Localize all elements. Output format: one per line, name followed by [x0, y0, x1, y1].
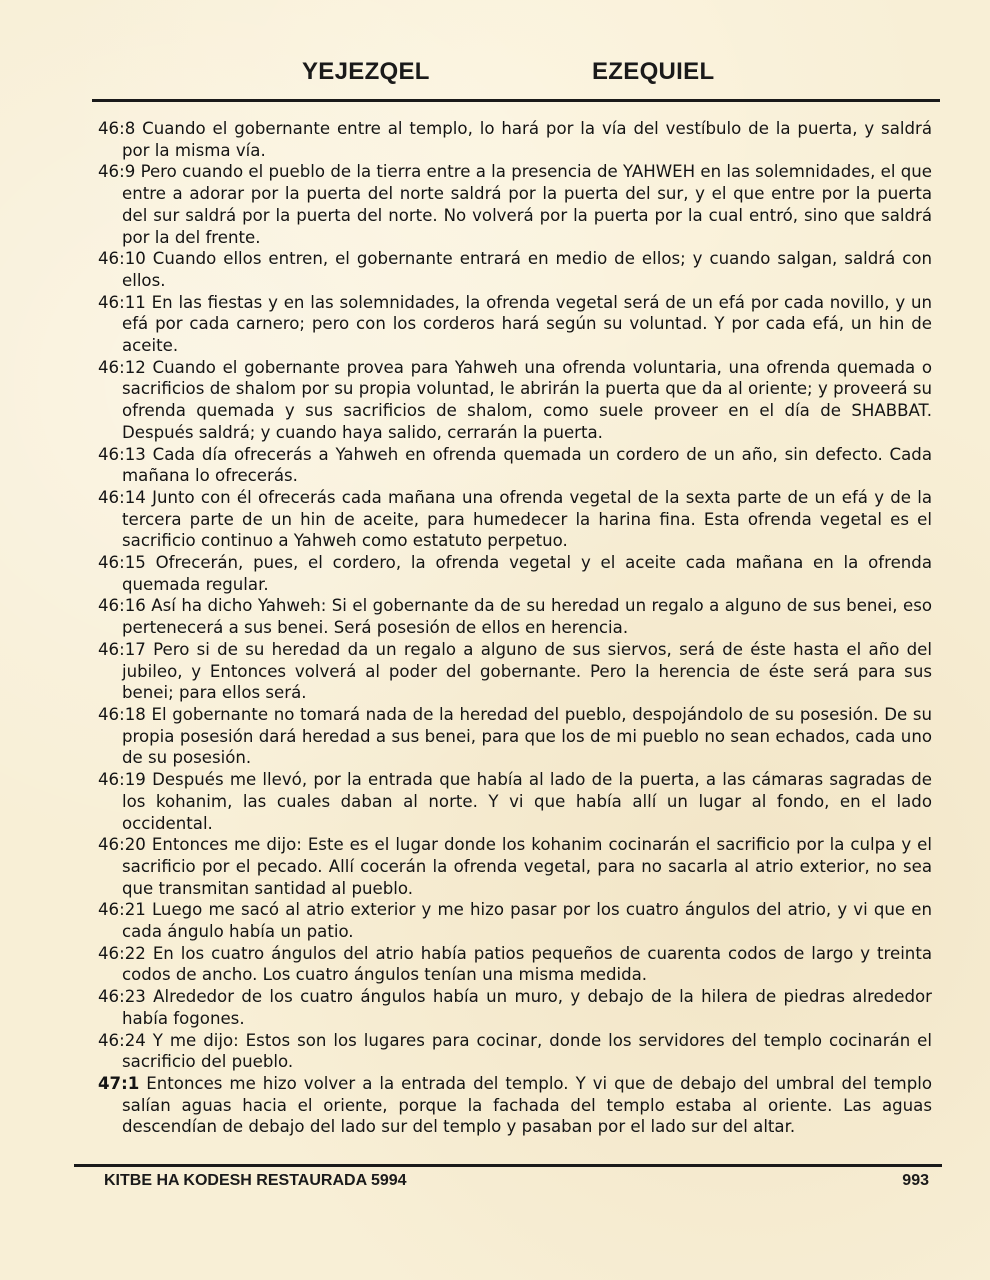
- page-footer: [0, 1172, 990, 1194]
- verse-text: Así ha dicho Yahweh: Si el gobernante da de su heredad un regalo a alguno de sus benei, eso pertenecerá a sus benei. Será posesión de ellos en herencia.: [122, 596, 932, 638]
- verse: [98, 704, 932, 769]
- verse-ref: 46:8: [98, 119, 136, 138]
- verse-text: Entonces me dijo: Este es el lugar donde los kohanim cocinarán el sacrificio por la culpa y el sacrificio por el pecado. Allí cocerán la ofrenda vegetal, para no sacarla al atrio exterior, no sea que transmitan santidad al pueblo.: [122, 835, 932, 898]
- verse-ref: 47:1: [98, 1073, 140, 1093]
- verse: [98, 1073, 932, 1138]
- verse-list: [98, 118, 932, 1138]
- verse: [98, 248, 932, 291]
- footer-rule: [74, 1164, 942, 1167]
- verse: [98, 1030, 932, 1073]
- verse-text: Cada día ofrecerás a Yahweh en ofrenda quemada un cordero de un año, sin defecto. Cada mañana lo ofrecerás.: [122, 444, 932, 486]
- verse: [98, 769, 932, 834]
- verse-text: Alrededor de los cuatro ángulos había un muro, y debajo de la hilera de piedras alrededor había fogones.: [122, 987, 932, 1028]
- header-rule: [92, 99, 940, 102]
- verse-ref: 46:17: [98, 639, 146, 659]
- verse-ref: 46:11: [98, 292, 146, 312]
- page-number: 993: [902, 1172, 929, 1189]
- verse-text: Junto con él ofrecerás cada mañana una ofrenda vegetal de la sexta parte de un efá y de la tercera parte de un hin de aceite, para humedecer la harina fina. Esta ofrenda vegetal es el sacrificio continuo a Yahweh como estatuto perpetuo.: [122, 487, 932, 551]
- verse-text: En las fiestas y en las solemnidades, la ofrenda vegetal será de un efá por cada novillo, y un efá por cada carnero; pero con los corderos hará según su voluntad. Y por cada efá, un hin de aceite.: [122, 292, 932, 356]
- verse: [98, 986, 932, 1029]
- header-spanish-title: EZEQUIEL: [592, 58, 715, 85]
- verse-ref: 46:14: [98, 487, 146, 507]
- verse: [98, 639, 932, 704]
- verse-text: Entonces me hizo volver a la entrada del templo. Y vi que de debajo del umbral del templo salían aguas hacia el oriente, porque la fachada del templo estaba al oriente. Las aguas descendían de debajo del lado sur del templo y pasaban por el lado sur del altar.: [122, 1073, 932, 1137]
- verse-text: Cuando el gobernante provea para Yahweh una ofrenda voluntaria, una ofrenda quemada o sacrificios de shalom por su propia voluntad, le abrirán la puerta que da al oriente; y proveerá su ofrenda quemada y sus sacrificios de shalom, como suele proveer en el día de SHABBAT. Después saldrá; y cuando haya salido, cerrarán la puerta.: [122, 357, 933, 442]
- verse-text: Después me llevó, por la entrada que había al lado de la puerta, a las cámaras sagradas de los kohanim, las cuales daban al norte. Y vi que había allí un lugar al fondo, en el lado occidental.: [122, 770, 932, 833]
- verse-text: En los cuatro ángulos del atrio había patios pequeños de cuarenta codos de largo y treinta codos de ancho. Los cuatro ángulos tenían una misma medida.: [122, 943, 933, 985]
- verse: [98, 161, 932, 248]
- verse: [98, 292, 932, 357]
- verse-text: Ofrecerán, pues, el cordero, la ofrenda vegetal y el aceite cada mañana en la ofrenda quemada regular.: [122, 553, 932, 594]
- verse-text: Cuando el gobernante entre al templo, lo hará por la vía del vestíbulo de la puerta, y saldrá por la misma vía.: [122, 119, 932, 160]
- verse-ref: 46:24: [98, 1030, 146, 1050]
- verse: [98, 899, 932, 942]
- verse: [98, 552, 932, 595]
- book-title: KITBE HA KODESH RESTAURADA 5994: [104, 1172, 407, 1189]
- verse-text: Pero si de su heredad da un regalo a alguno de sus siervos, será de éste hasta el año del jubileo, y Entonces volverá al poder del gobernante. Pero la herencia de éste será para sus benei; para ellos será.: [122, 639, 932, 703]
- verse-text: El gobernante no tomará nada de la heredad del pueblo, despojándolo de su posesión. De su propia posesión dará heredad a sus benei, para que los de mi pueblo no sean echados, cada uno de su posesión.: [122, 704, 932, 768]
- verse-text: Luego me sacó al atrio exterior y me hizo pasar por los cuatro ángulos del atrio, y vi que en cada ángulo había un patio.: [122, 900, 932, 942]
- header-hebrew-title: YEJEZQEL: [302, 58, 430, 85]
- verse: [98, 118, 932, 161]
- verse: [98, 444, 932, 487]
- verse-ref: 46:16: [98, 596, 146, 616]
- verse-text: Cuando ellos entren, el gobernante entrará en medio de ellos; y cuando salgan, saldrá con ellos.: [122, 249, 932, 290]
- verse: [98, 357, 932, 444]
- verse: [98, 834, 932, 899]
- verse-ref: 46:23: [98, 987, 146, 1007]
- verse-ref: 46:13: [98, 444, 146, 464]
- verse-text: Pero cuando el pueblo de la tierra entre a la presencia de YAHWEH en las solemnidades, el que entre a adorar por la puerta del norte saldrá por la puerta del sur, y el que entre por la puerta del sur saldrá por la puerta del norte. No volverá por la puerta por la cual entró, sino que saldrá por la del frente.: [122, 162, 933, 247]
- page-header: [0, 58, 990, 92]
- verse-ref: 46:22: [98, 943, 146, 963]
- verse-ref: 46:9: [98, 162, 136, 182]
- verse: [98, 487, 932, 552]
- verse-text: Y me dijo: Estos son los lugares para cocinar, donde los servidores del templo cocinarán el sacrificio del pueblo.: [122, 1030, 932, 1072]
- verse: [98, 943, 932, 986]
- verse-ref: 46:21: [98, 900, 146, 920]
- verse-ref: 46:10: [98, 249, 146, 269]
- verse-ref: 46:19: [98, 770, 146, 790]
- verse-ref: 46:15: [98, 553, 146, 573]
- verse-ref: 46:20: [98, 835, 146, 855]
- verse-ref: 46:12: [98, 357, 146, 377]
- verse: [98, 595, 932, 638]
- verse-ref: 46:18: [98, 704, 146, 724]
